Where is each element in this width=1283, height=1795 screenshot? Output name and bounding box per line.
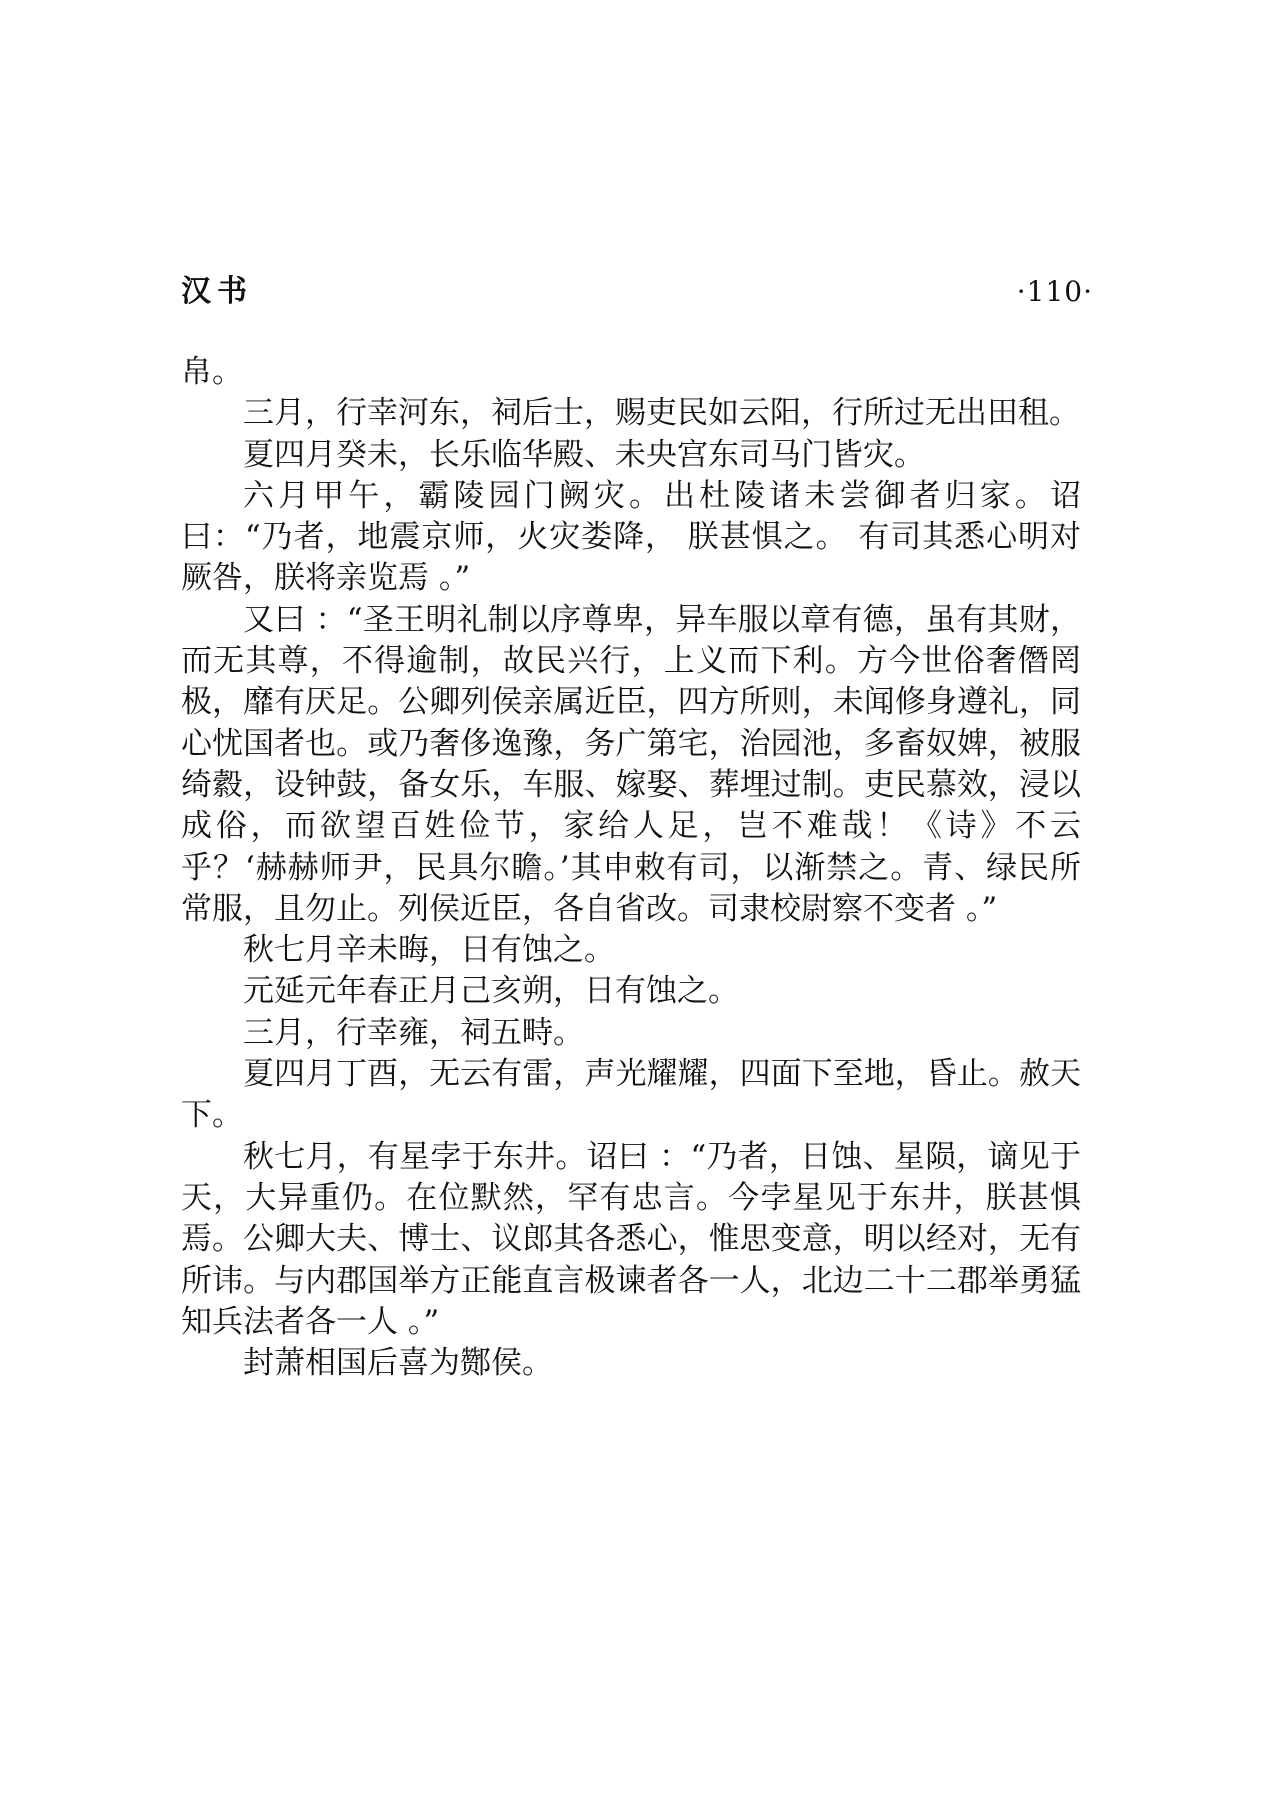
paragraph-4: 六月甲午，霸陵园门阙灾。出杜陵诸未尝御者归家。诏曰：“乃者，地震京师，火灾娄降， 朕甚惧之。 有司其悉心明对厥咎，朕将亲览焉 。” xyxy=(181,477,1081,597)
paragraph-9: 夏四月丁酉，无云有雷，声光耀耀，四面下至地，昏止。赦天下。 xyxy=(181,1056,1081,1134)
paragraph-1: 帛。 xyxy=(181,354,243,390)
page-number: ·110· xyxy=(1016,275,1093,308)
paragraph-10: 秋七月，有星孛于东井。诏曰 ：“乃者，日蚀、星陨，谪见于天，大异重仍。在位默然，罕有忠言。今孛星见于东井，朕甚惧焉。公卿大夫、博士、议郎其各悉心，惟思变意，明以经对，无有所讳。与内郡国举方正能直言极谏者各一人，北边二十二郡举勇猛知兵法者各一人 。” xyxy=(181,1138,1081,1340)
body-text xyxy=(181,352,1081,1384)
paragraph-8: 三月，行幸雍，祠五畤。 xyxy=(243,1014,584,1051)
paragraph-5: 又曰 ：“圣王明礼制以序尊卑，异车服以章有德，虽有其财，而无其尊，不得逾制，故民兴行，上义而下利。方今世俗奢僭罔极，靡有厌足。公卿列侯亲属近臣，四方所则，未闻修身遵礼，同心忧国者也。或乃奢侈逸豫，务广第宅，治园池，多畜奴婢，被服绮縠，设钟鼓，备女乐，车服、嫁娶、葬埋过制。吏民慕效，浸以成俗，而欲望百姓俭节，家给人足，岂不难哉！《诗》不云乎？‘赫赫师尹，民具尔瞻。’其申敕有司，以渐禁之。青、绿民所常服，且勿止。列侯近臣，各自省改。司隶校尉察不变者 。” xyxy=(181,601,1081,927)
page-header xyxy=(181,270,1093,320)
paragraph-7: 元延元年春正月己亥朔，日有蚀之。 xyxy=(243,973,739,1010)
book-title: 汉书 xyxy=(181,274,253,309)
paragraph-11: 封萧相国后喜为酂侯。 xyxy=(243,1345,553,1382)
paragraph-6: 秋七月辛未晦，日有蚀之。 xyxy=(243,932,615,969)
paragraph-3: 夏四月癸未，长乐临华殿、未央宫东司马门皆灾。 xyxy=(243,436,925,473)
paragraph-2: 三月，行幸河东，祠后士，赐吏民如云阳，行所过无出田租。 xyxy=(243,395,1080,432)
